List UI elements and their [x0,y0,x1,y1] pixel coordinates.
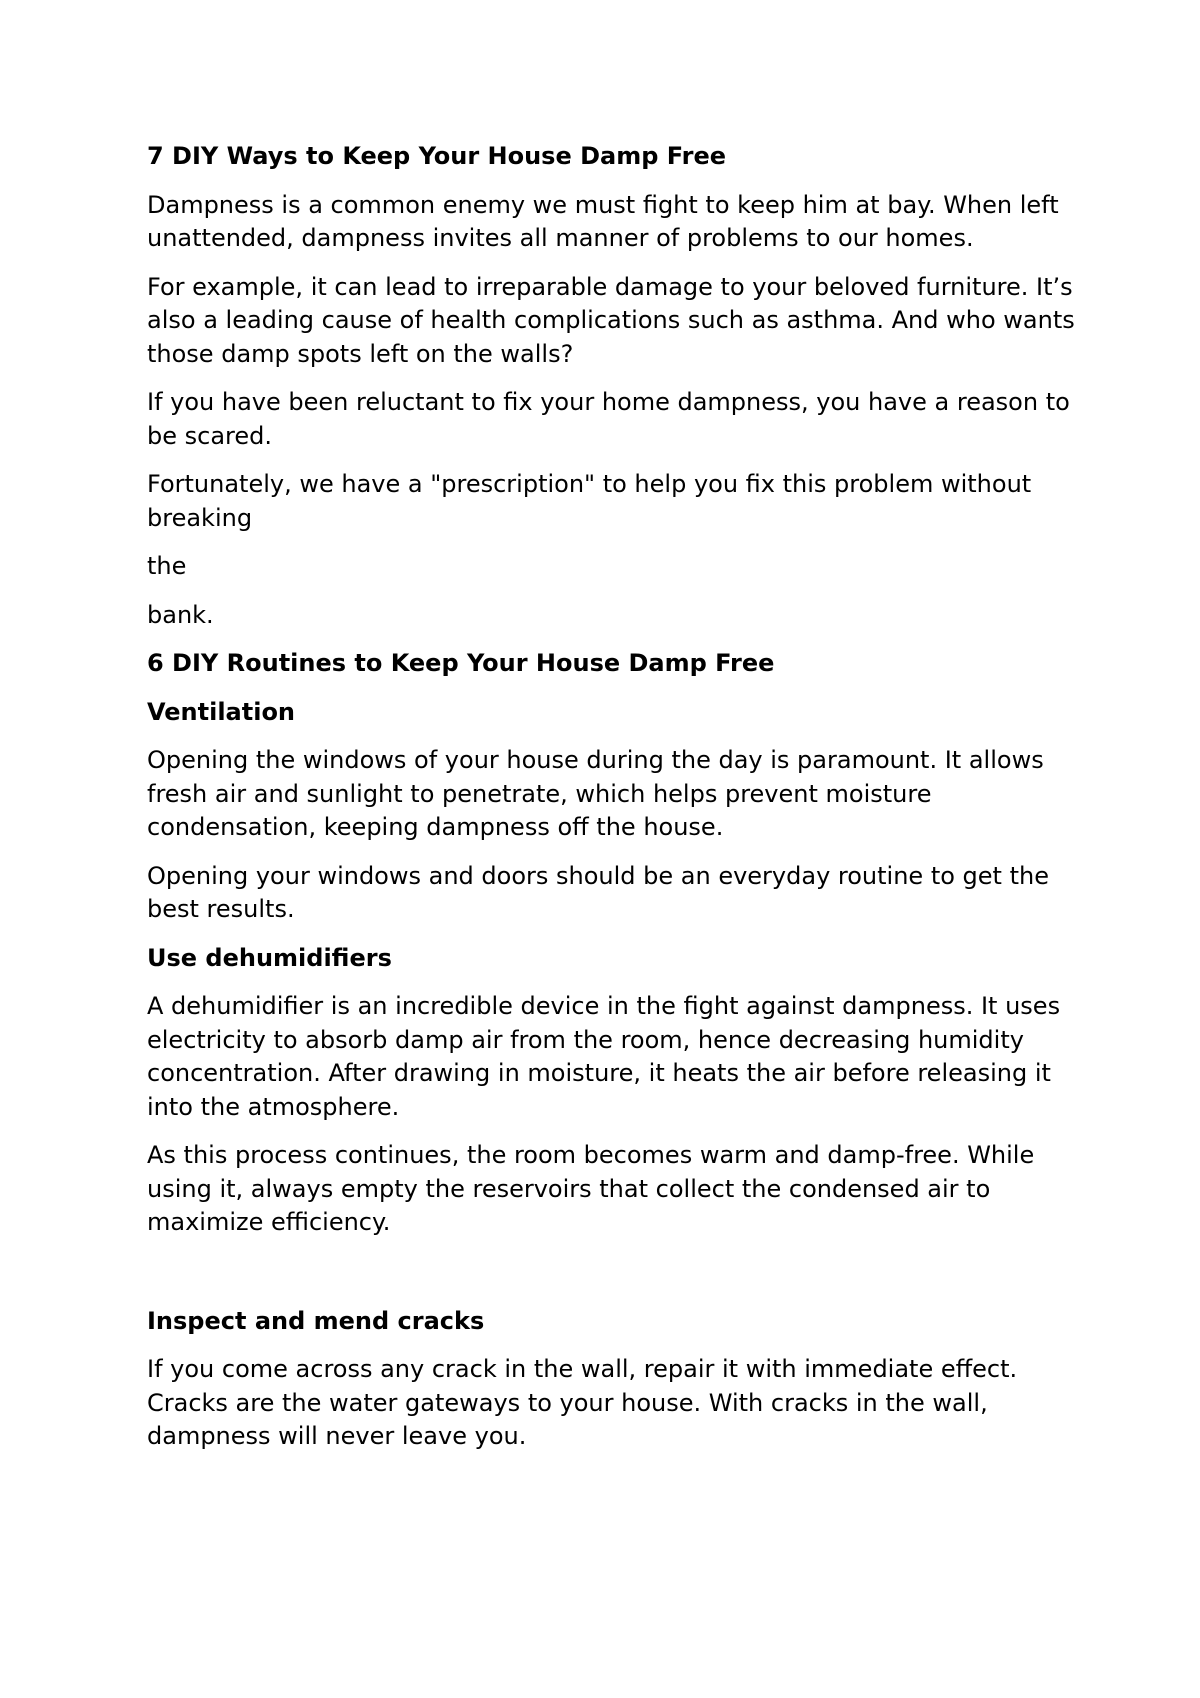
section-heading-cracks: Inspect and mend cracks [147,1306,485,1335]
intro-paragraph: For example, it can lead to irreparable damage to your beloved furniture. It’s also a leading cause of health complications such as asthma. And who wants those damp spots left on the walls? [147,272,1075,368]
intro-paragraph: If you have been reluctant to fix your home dampness, you have a reason to be scared. [147,388,1070,450]
blank-line [147,1255,1087,1305]
section-heading-dehumidifiers: Use dehumidifiers [147,943,392,972]
section-paragraph: Opening the windows of your house during the day is paramount. It allows fresh air and sunlight to penetrate, which helps prevent moisture condensation, keeping dampness off the house. [147,746,1044,841]
intro-paragraph: the [147,552,187,580]
section-heading-ventilation: Ventilation [147,697,296,726]
section-paragraph: A dehumidifier is an incredible device in the fight against dampness. It uses electricity to absorb damp air from the room, hence decreasing humidity concentration. After drawing in moisture, it heats the air before releasing it into the atmosphere. [147,992,1061,1121]
section-paragraph: If you come across any crack in the wall, repair it with immediate effect. Cracks are the water gateways to your house. With cracks in the wall, dampness will never leave you. [147,1355,1018,1450]
document-subtitle: 6 DIY Routines to Keep Your House Damp Free [147,649,775,677]
intro-paragraph: Fortunately, we have a "prescription" to help you fix this problem without breaking [147,470,1032,532]
intro-paragraph: bank. [147,600,214,629]
section-paragraph: As this process continues, the room becomes warm and damp-free. While using it, always empty the reservoirs that collect the condensed air to maximize efficiency. [147,1141,1035,1236]
document-page [147,140,1087,1469]
intro-paragraph: Dampness is a common enemy we must fight to keep him at bay. When left unattended, dampness invites all manner of problems to our homes. [147,190,1059,252]
document-title: 7 DIY Ways to Keep Your House Damp Free [147,142,727,170]
section-paragraph: Opening your windows and doors should be an everyday routine to get the best results. [147,861,1049,923]
